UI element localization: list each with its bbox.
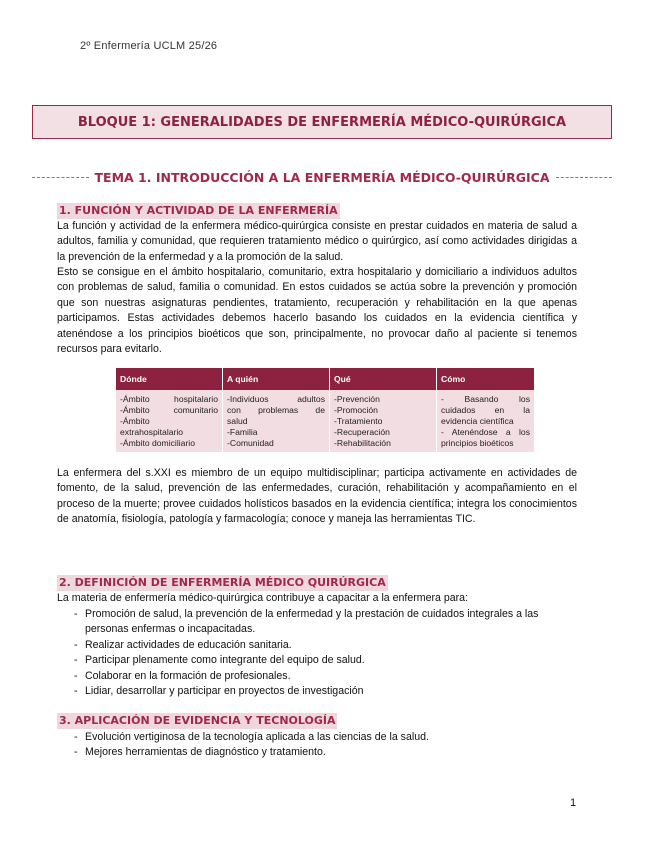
page-header: 2º Enfermería UCLM 25/26 [80, 40, 218, 52]
table-cell-line: -Ámbito hospitalario [120, 394, 218, 404]
section-2-list [57, 607, 577, 699]
list-item: - Promoción de salud, la prevención de la enfermedad y la prestación de cuidados integrales a las personas enfermas o incapacitadas. [57, 607, 577, 638]
table-cell-a-quien [223, 390, 330, 452]
block-title-banner [32, 105, 612, 139]
table-cell-line: -Individuos adultos [227, 394, 325, 404]
topic-title-row [32, 170, 612, 185]
table-cell-donde [116, 390, 223, 452]
section-1-paragraph-3: La enfermera del s.XXI es miembro de un equipo multidisciplinar; participa activamente en actividades de fomento, de la salud, prevención de las enfermedades, curación, rehabilitación y acompañamiento en el proceso de la muerte; provee cuidados holísticos basados en la evidencia científica; integra los conocimientos de anatomía, fisiología, patología y farmacología; conoce y maneja las herramientas TIC. [57, 467, 577, 526]
table-cell-line: salud [227, 416, 248, 426]
list-item: - Lidiar, desarrollar y participar en proyectos de investigación [57, 684, 577, 699]
table-cell-line: evidencia científica [441, 416, 514, 426]
page-number: 1 [570, 797, 577, 809]
table-cell-line: -Comunidad [227, 438, 274, 448]
table-cell-como [437, 390, 535, 452]
table-cell-line: - Basando los [441, 394, 530, 404]
topic-title: TEMA 1. INTRODUCCIÓN A LA ENFERMERÍA MÉDICO-QUIRÚRGICA [94, 170, 550, 185]
section-1-paragraph-2: Esto se consigue en el ámbito hospitalario, comunitario, extra hospitalario y domiciliario a individuos adultos con problemas de salud, familia o comunidad. En estos cuidados se actúa sobre la prevención y promoción que son nuestras asignaturas pendientes, tratamiento, recuperación y rehabilitación en la que apenas participamos. Estas actividades debemos hacerlo basando los cuidados en la evidencia científica y atenéndose a los principios bioéticos que son, principalmente, no provocar daño al paciente si tenemos recursos para evitarlo. [57, 266, 577, 356]
left-dashed-rule [32, 177, 89, 178]
section-2-intro: La materia de enfermería médico-quirúrgica contribuye a capacitar a la enfermera para: [57, 592, 469, 604]
table-cell-line: -Tratamiento [334, 416, 383, 426]
table-header-cell: Dónde [116, 368, 223, 390]
table-cell-line: -Ámbito comunitario [120, 405, 218, 415]
table-cell-line: con problemas de [227, 405, 325, 415]
list-item: - Mejores herramientas de diagnóstico y tratamiento. [57, 745, 577, 760]
table-header-cell: A quién [223, 368, 330, 390]
table-cell-line: -Familia [227, 427, 258, 437]
table-cell-line: principios bioéticos [441, 438, 514, 448]
table-cell-que [330, 390, 437, 452]
list-item: - Evolución vertiginosa de la tecnología aplicada a las ciencias de la salud. [57, 730, 577, 745]
section-3-list [57, 730, 577, 761]
table-cell-line: - Atenéndose a los [441, 427, 530, 437]
table-cell-line: -Recuperación [334, 427, 390, 437]
table-cell-line: -Promoción [334, 405, 378, 415]
section-1-title: 1. FUNCIÓN Y ACTIVIDAD DE LA ENFERMERÍA [59, 204, 338, 217]
right-dashed-rule [556, 177, 613, 178]
list-item: - Realizar actividades de educación sanitaria. [57, 638, 577, 653]
table-cell-line: -Prevención [334, 394, 380, 404]
table-header-cell: Qué [330, 368, 437, 390]
table-cell-line: -Rehabilitación [334, 438, 391, 448]
section-2-title: 2. DEFINICIÓN DE ENFERMERÍA MÉDICO QUIRÚRGICA [59, 576, 386, 589]
summary-table [116, 368, 534, 452]
list-item: - Participar plenamente como integrante del equipo de salud. [57, 653, 577, 668]
table-row [116, 390, 534, 452]
table-cell-line: extrahospitalario [120, 427, 184, 437]
block-title: BLOQUE 1: GENERALIDADES DE ENFERMERÍA MÉDICO-QUIRÚRGICA [77, 114, 567, 130]
section-1-paragraph-1: La función y actividad de la enfermera médico-quirúrgica consiste en prestar cuidados en materia de salud a adultos, familia y comunidad, que requieren tratamiento médico o quirúrgico, así como actividades dirigidas a la prevención de la enfermedad y a la promoción de la salud. [57, 220, 577, 263]
table-header-cell: Cómo [437, 368, 535, 390]
table-cell-line: cuidados en la [441, 405, 530, 415]
list-item: - Colaborar en la formación de profesionales. [57, 669, 577, 684]
table-header-row [116, 368, 534, 390]
section-3-title: 3. APLICACIÓN DE EVIDENCIA Y TECNOLOGÍA [59, 714, 336, 727]
table-cell-line: -Ámbito domiciliario [120, 438, 195, 448]
table-cell-line: -Ámbito [120, 416, 150, 426]
